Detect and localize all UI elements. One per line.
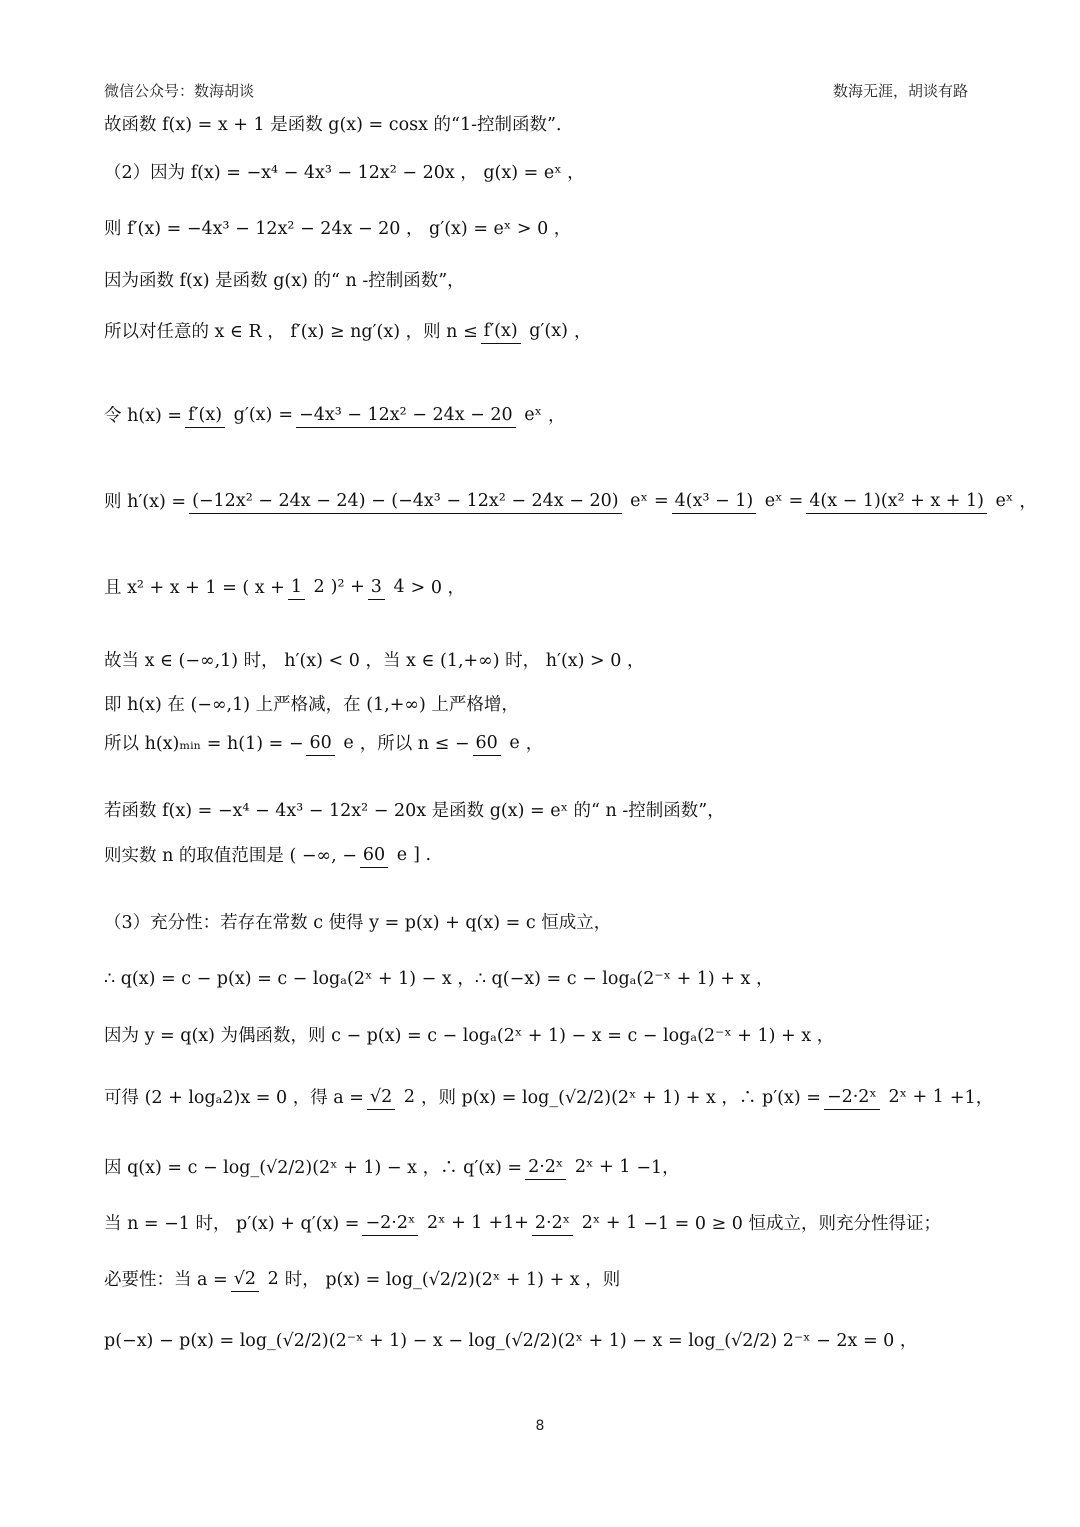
- fraction-denominator: 2ˣ + 1: [888, 1086, 944, 1107]
- fraction-denominator: 2: [313, 576, 325, 597]
- fraction-denominator: eˣ: [995, 490, 1014, 511]
- fraction-numerator: −2·2ˣ: [824, 1087, 880, 1110]
- line-17-post: +1，: [949, 1088, 994, 1108]
- fraction-numerator: −4x³ − 12x² − 24x − 20: [296, 405, 516, 428]
- fraction-numerator: f′(x): [185, 405, 225, 428]
- equals-sign: =: [788, 490, 804, 511]
- line-11: [104, 730, 543, 755]
- fraction: [525, 1156, 633, 1178]
- line-13-post: ] .: [413, 844, 432, 865]
- line-15: ∴ q(x) = c − p(x) = c − logₐ(2ˣ + 1) − x ，∴ q(−x) = c − logₐ(2⁻ˣ + 1) + x ，: [104, 969, 774, 989]
- line-18: [104, 1154, 680, 1179]
- line-7-pre: 则 h′(x) =: [104, 492, 187, 512]
- fraction: [306, 732, 356, 754]
- fraction: [189, 490, 651, 512]
- fraction: [296, 404, 545, 426]
- line-18-pre: 因 q(x) = c − log_(√2/2)(2ˣ + 1) − x ，∴ q′(x) =: [104, 1158, 523, 1178]
- fraction: [824, 1086, 947, 1108]
- fraction-denominator: g′(x): [529, 320, 568, 341]
- line-4: 因为函数 f(x) 是函数 g(x) 的“ n -控制函数”，: [104, 271, 465, 291]
- page-number: 8: [535, 1418, 545, 1434]
- fraction-numerator: f′(x): [481, 321, 521, 344]
- fraction-denominator: 2ˣ + 1: [581, 1212, 638, 1233]
- line-19: [104, 1210, 941, 1235]
- fraction: [288, 576, 328, 598]
- fraction-denominator: e: [509, 732, 520, 753]
- fraction: [473, 732, 523, 754]
- fraction-numerator: 60: [306, 733, 334, 756]
- line-7: [104, 488, 1037, 513]
- fraction-numerator: 1: [288, 577, 305, 600]
- line-16: 因为 y = q(x) 为偶函数，则 c − p(x) = c − logₐ(2ˣ + 1) − x = c − logₐ(2⁻ˣ + 1) + x ，: [104, 1026, 835, 1046]
- fraction-numerator: √2: [367, 1087, 395, 1110]
- fraction-denominator: eˣ: [524, 404, 542, 425]
- fraction-numerator: 2·2ˣ: [532, 1213, 573, 1236]
- fraction-denominator: eˣ: [630, 490, 648, 511]
- line-20-pre: 必要性：当 a =: [104, 1270, 228, 1290]
- line-19-post: −1 = 0 ≥ 0 恒成立，则充分性得证；: [643, 1214, 941, 1234]
- line-6-pre: 令 h(x) =: [104, 406, 183, 426]
- line-20-post: 时， p(x) = log_(√2/2)(2ˣ + 1) + x ，则: [284, 1270, 621, 1290]
- fraction: [367, 1086, 418, 1108]
- fraction: [481, 320, 571, 342]
- line-8: [104, 574, 465, 599]
- fraction: [532, 1212, 640, 1234]
- line-6-post: ，: [548, 406, 566, 426]
- line-5-post: ，: [573, 322, 592, 342]
- line-19-mid: +1+: [488, 1212, 529, 1233]
- line-21: p(−x) − p(x) = log_(√2/2)(2⁻ˣ + 1) − x − log_(√2/2)(2ˣ + 1) − x = log_(√2/2) 2⁻ˣ − 2x = 0 ，: [104, 1331, 918, 1351]
- fraction: [231, 1268, 282, 1290]
- fraction-denominator: 2: [267, 1268, 279, 1289]
- fraction: [806, 490, 1016, 512]
- line-8-pre: 且 x² + x + 1 = ( x +: [104, 578, 285, 598]
- line-13: [104, 842, 431, 867]
- fraction-numerator: 3: [368, 577, 385, 600]
- fraction-denominator: 2ˣ + 1: [574, 1156, 631, 1177]
- fraction-numerator: √2: [231, 1269, 259, 1292]
- fraction-numerator: 60: [473, 733, 501, 756]
- fraction-denominator: eˣ: [764, 490, 783, 511]
- fraction-numerator: 4(x³ − 1): [672, 491, 757, 514]
- line-8-post: > 0 ，: [410, 578, 466, 598]
- fraction: [362, 1212, 485, 1234]
- line-20: [104, 1266, 620, 1291]
- fraction-numerator: 60: [360, 845, 388, 868]
- line-17: [104, 1084, 993, 1109]
- line-5: [104, 318, 591, 343]
- fraction-denominator: g′(x): [233, 404, 273, 425]
- line-17-mid: ，则 p(x) = log_(√2/2)(2ˣ + 1) + x ，∴ p′(x) =: [420, 1088, 821, 1108]
- fraction-denominator: 2: [403, 1086, 415, 1107]
- fraction-denominator: e: [343, 732, 354, 753]
- line-19-pre: 当 n = −1 时， p′(x) + q′(x) =: [104, 1214, 360, 1234]
- line-11-pre: 所以 h(x)ₘᵢₙ = h(1) = −: [104, 734, 304, 754]
- equals-sign: =: [653, 490, 669, 511]
- header-right: 数海无涯，胡谈有路: [832, 82, 968, 100]
- fraction: [368, 576, 408, 598]
- line-14: （3）充分性：若存在常数 c 使得 y = p(x) + q(x) = c 恒成立，: [104, 913, 612, 933]
- fraction-denominator: 4: [393, 576, 405, 597]
- line-8-mid: )² +: [330, 576, 365, 597]
- fraction-numerator: −2·2ˣ: [362, 1213, 418, 1236]
- line-10: 即 h(x) 在 (−∞,1) 上严格减，在 (1,+∞) 上严格增，: [104, 695, 519, 715]
- equals-sign: =: [278, 404, 294, 425]
- fraction-numerator: 4(x − 1)(x² + x + 1): [806, 491, 987, 514]
- line-18-post: −1，: [636, 1158, 680, 1178]
- line-12: 若函数 f(x) = −x⁴ − 4x³ − 12x² − 20x 是函数 g(x) = eˣ 的“ n -控制函数”，: [104, 801, 725, 821]
- fraction-denominator: e: [396, 844, 408, 865]
- header-left: 微信公众号：数海胡谈: [104, 82, 255, 100]
- line-7-post: ，: [1019, 492, 1037, 512]
- fraction: [672, 490, 786, 512]
- fraction: [360, 844, 410, 866]
- fraction: [185, 404, 275, 426]
- line-11-post: ，: [525, 734, 544, 754]
- fraction-denominator: 2ˣ + 1: [426, 1212, 483, 1233]
- line-9: 故当 x ∈ (−∞,1) 时， h′(x) < 0 ，当 x ∈ (1,+∞) 时， h′(x) > 0 ，: [104, 651, 645, 671]
- line-3: 则 f′(x) = −4x³ − 12x² − 24x − 20 ， g′(x) = eˣ > 0 ，: [104, 219, 572, 239]
- line-2: （2）因为 f(x) = −x⁴ − 4x³ − 12x² − 20x ， g(x) = eˣ ，: [104, 163, 585, 183]
- line-13-pre: 则实数 n 的取值范围是 ( −∞, −: [104, 846, 357, 866]
- line-6: [104, 402, 566, 427]
- fraction-numerator: 2·2ˣ: [525, 1157, 566, 1180]
- line-17-pre: 可得 (2 + logₐ2)x = 0 ，得 a =: [104, 1088, 364, 1108]
- line-11-mid: ，所以 n ≤ −: [359, 734, 470, 754]
- fraction-numerator: (−12x² − 24x − 24) − (−4x³ − 12x² − 24x − 20): [189, 491, 622, 514]
- line-5-pre: 所以对任意的 x ∈ R ， f′(x) ≥ ng′(x) ，则 n ≤: [104, 322, 478, 342]
- line-1: 故函数 f(x) = x + 1 是函数 g(x) = cosx 的“1-控制函数”．: [104, 115, 574, 135]
